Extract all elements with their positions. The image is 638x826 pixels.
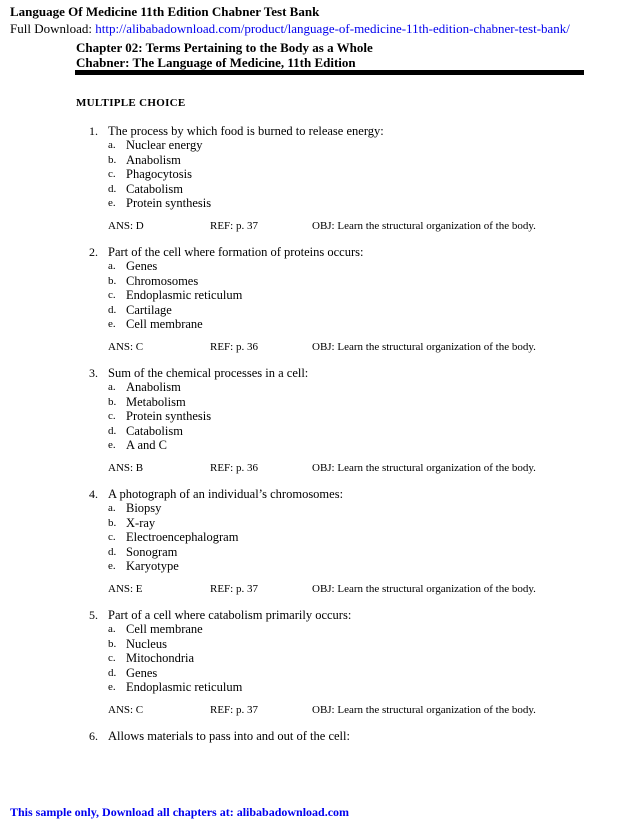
option-letter: e.: [108, 560, 116, 572]
question-number: 5.: [89, 608, 98, 622]
answer-key: ANS: B: [108, 462, 144, 474]
option-text: Metabolism: [126, 394, 186, 409]
objective: OBJ: Learn the structural organization of the body.: [312, 462, 536, 474]
option-text: A and C: [126, 438, 167, 452]
option-letter: b.: [108, 395, 117, 408]
option-text: Chromosomes: [126, 273, 199, 288]
option-text: Anabolism: [126, 152, 181, 167]
option-letter: d.: [108, 666, 117, 679]
option-text: Phagocytosis: [126, 167, 192, 181]
option-text: Endoplasmic reticulum: [126, 680, 243, 694]
objective: OBJ: Learn the structural organization of the body.: [312, 583, 536, 595]
option-text: Sonogram: [126, 544, 178, 559]
document-header-title: Language Of Medicine 11th Edition Chabner Test Bank: [10, 4, 320, 19]
question-text: The process by which food is burned to release energy:: [108, 124, 384, 138]
option-letter: b.: [108, 274, 117, 287]
option-letter: a.: [108, 139, 116, 151]
question-text: Part of the cell where formation of proteins occurs:: [108, 245, 364, 259]
question-number: 2.: [89, 245, 98, 259]
answer-key: ANS: C: [108, 704, 144, 716]
option-text: Catabolism: [126, 423, 183, 438]
answer-key: ANS: D: [108, 220, 144, 232]
question-text: Allows materials to pass into and out of the cell:: [108, 729, 350, 743]
option-text: Karyotype: [126, 559, 179, 573]
option-letter: a.: [108, 260, 116, 272]
option-text: Genes: [126, 259, 158, 273]
option-text: Cartilage: [126, 302, 172, 317]
download-link[interactable]: http://alibabadownload.com/product/language-of-medicine-11th-edition-chabner-test-bank/: [95, 21, 570, 36]
question-text: Sum of the chemical processes in a cell:: [108, 366, 309, 380]
option-letter: e.: [108, 318, 116, 330]
question-number: 3.: [89, 366, 98, 380]
objective: OBJ: Learn the structural organization of the body.: [312, 704, 536, 716]
option-letter: a.: [108, 502, 116, 514]
objective: OBJ: Learn the structural organization of the body.: [312, 220, 536, 232]
option-text: Nucleus: [126, 636, 167, 651]
option-text: Genes: [126, 665, 158, 680]
option-letter: c.: [108, 531, 116, 543]
option-letter: d.: [108, 303, 117, 316]
answer-key: ANS: E: [108, 583, 143, 595]
option-text: Protein synthesis: [126, 409, 212, 423]
section-title: MULTIPLE CHOICE: [76, 97, 186, 109]
option-text: Cell membrane: [126, 622, 203, 636]
reference: REF: p. 36: [210, 462, 258, 474]
footer-note[interactable]: This sample only, Download all chapters at: alibabadownload.com: [10, 805, 350, 819]
option-text: X-ray: [126, 515, 156, 530]
objective: OBJ: Learn the structural organization of the body.: [312, 341, 536, 353]
option-letter: e.: [108, 197, 116, 209]
question-number: 1.: [89, 124, 98, 138]
option-letter: e.: [108, 681, 116, 693]
reference: REF: p. 36: [210, 341, 258, 353]
option-letter: b.: [108, 637, 117, 650]
option-text: Protein synthesis: [126, 196, 212, 210]
option-text: Endoplasmic reticulum: [126, 288, 243, 302]
option-text: Nuclear energy: [126, 138, 203, 152]
chapter-heading: [76, 40, 373, 70]
option-letter: d.: [108, 182, 117, 195]
option-letter: e.: [108, 439, 116, 451]
answer-key: ANS: C: [108, 341, 144, 353]
option-letter: a.: [108, 623, 116, 635]
download-prefix: Full Download:: [10, 21, 96, 36]
reference: REF: p. 37: [210, 220, 258, 232]
book-title: Chabner: The Language of Medicine, 11th Edition: [76, 55, 356, 70]
chapter-title: Chapter 02: Terms Pertaining to the Body as a Whole: [76, 40, 373, 55]
option-text: Anabolism: [126, 380, 181, 394]
heading-divider: [75, 70, 584, 75]
option-letter: d.: [108, 424, 117, 437]
download-line: [10, 21, 570, 37]
option-letter: b.: [108, 516, 117, 529]
option-letter: d.: [108, 545, 117, 558]
option-letter: a.: [108, 381, 116, 393]
option-text: Cell membrane: [126, 317, 203, 331]
reference: REF: p. 37: [210, 583, 258, 595]
option-letter: c.: [108, 652, 116, 664]
option-letter: c.: [108, 168, 116, 180]
option-text: Mitochondria: [126, 651, 195, 665]
option-text: Catabolism: [126, 181, 183, 196]
option-letter: b.: [108, 153, 117, 166]
option-letter: c.: [108, 410, 116, 422]
question-text: Part of a cell where catabolism primarily occurs:: [108, 608, 352, 622]
reference: REF: p. 37: [210, 704, 258, 716]
question-number: 4.: [89, 487, 98, 501]
option-letter: c.: [108, 289, 116, 301]
question-number: 6.: [89, 729, 98, 743]
question-text: A photograph of an individual’s chromosomes:: [108, 487, 344, 501]
option-text: Electroencephalogram: [126, 530, 239, 544]
option-text: Biopsy: [126, 501, 162, 515]
